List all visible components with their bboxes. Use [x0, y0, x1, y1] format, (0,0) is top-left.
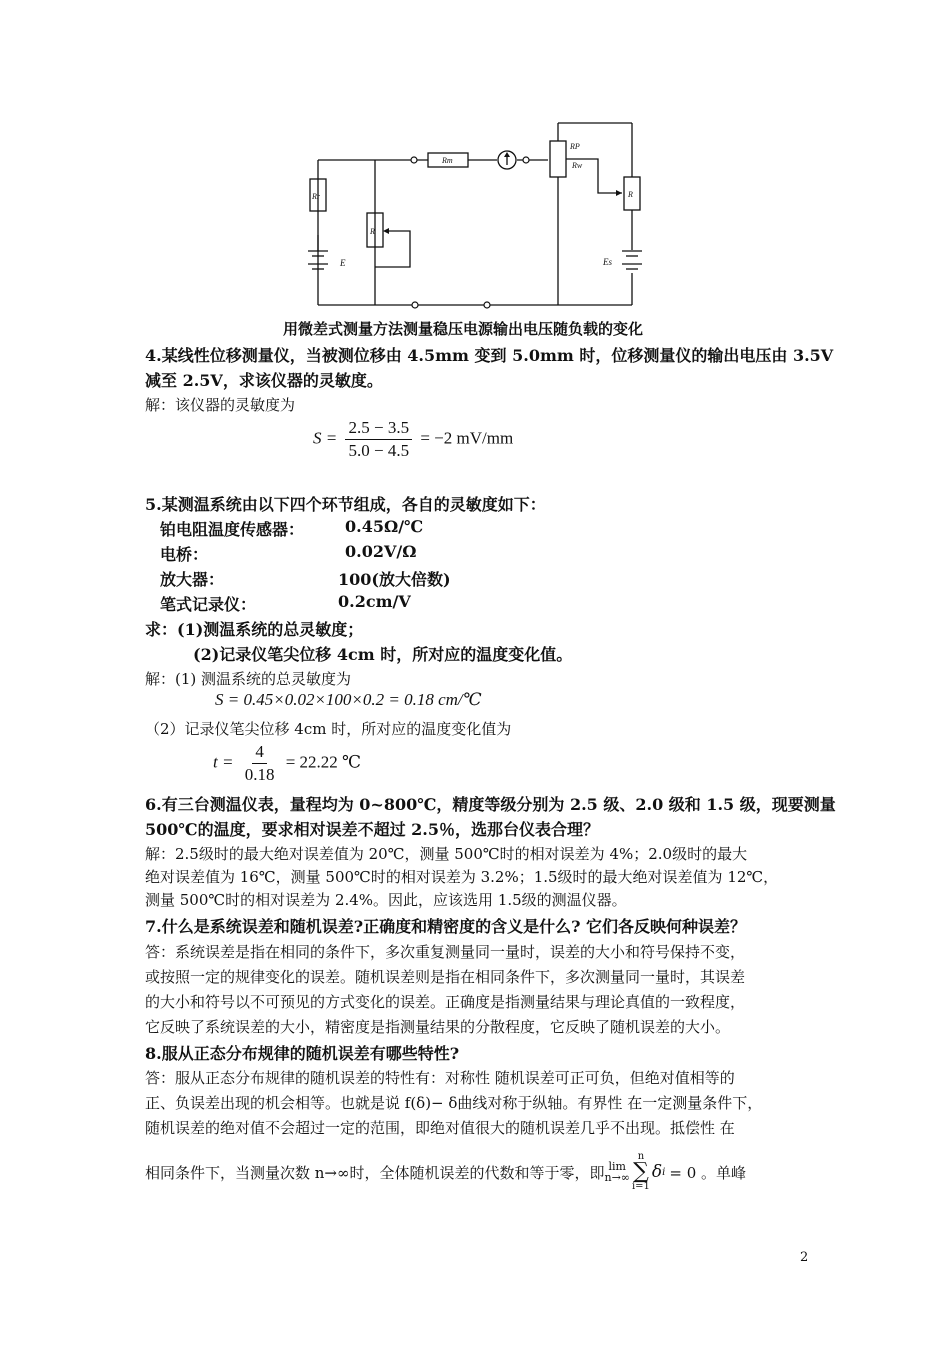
label-r2: R — [628, 190, 633, 199]
q7-answer-line: 答：系统误差是指在相同的条件下，多次重复测量同一量时，误差的大小和符号保持不变， — [145, 943, 746, 961]
sigma-icon: ∑ — [633, 1159, 649, 1184]
q5-frac-num: 4 — [252, 742, 267, 764]
q5-t-lhs: t = — [213, 752, 234, 772]
label-r1: R — [370, 227, 375, 236]
q4-frac-num: 2.5 − 3.5 — [345, 418, 412, 440]
q4-frac-den: 5.0 − 4.5 — [348, 441, 410, 460]
q5-answer-1: 解：(1) 测温系统的总灵敏度为 — [145, 670, 352, 688]
circuit-diagram — [300, 115, 650, 310]
q8-last-suffix: = 0 。单峰 — [669, 1163, 747, 1182]
q5-item-value: 0.2cm/V — [338, 592, 411, 611]
q4-title-line2: 减至 2.5V，求该仪器的灵敏度。 — [145, 371, 383, 390]
q4-title-line1: 4.某线性位移测量仪，当被测位移由 4.5mm 变到 5.0mm 时，位移测量仪的输出电压由 3.5V — [145, 346, 834, 365]
q8-answer-last-line — [145, 1152, 746, 1192]
q7-answer-line: 或按照一定的规律变化的误差。随机误差则是指在相同条件下，多次测量同一量时，其误差 — [145, 968, 746, 986]
label-rw: Rw — [572, 161, 583, 170]
q7-answer-line: 它反映了系统误差的大小，精密度是指测量结果的分散程度，它反映了随机误差的大小。 — [145, 1018, 731, 1036]
sum-notation — [632, 1152, 650, 1192]
q8-answer-line: 正、负误差出现的机会相等。也就是说 f(δ)− δ曲线对称于纵轴。有界性 在一定测量条件下， — [145, 1094, 763, 1112]
q5-t-rhs: = 22.22 ℃ — [285, 752, 362, 772]
q5-ask-2: (2)记录仪笔尖位移 4cm 时，所对应的温度变化值。 — [193, 645, 573, 664]
q6-answer-line3: 测量 500℃时的相对误差为 2.4%。因此，应该选用 1.5级的测温仪器。 — [145, 891, 627, 909]
q5-ask-1: 求：(1)测温系统的总灵敏度； — [145, 620, 364, 639]
circuit-caption: 用微差式测量方法测量稳压电源输出电压随负载的变化 — [283, 320, 644, 338]
q7-answer-line: 的大小和符号以不可预见的方式变化的误差。正确度是指测量结果与理论真值的一致程度， — [145, 993, 746, 1011]
q5-item-value: 0.45Ω/℃ — [345, 517, 424, 536]
sum-top: n — [637, 1151, 645, 1162]
label-e: E — [340, 258, 346, 268]
limit-notation — [605, 1161, 630, 1183]
page-number: 2 — [800, 1250, 809, 1265]
lim-bottom: n→∞ — [604, 1171, 630, 1184]
q6-title-line2: 500℃的温度，要求相对误差不超过 2.5％，选那台仪表合理？ — [145, 820, 599, 839]
label-rp: RP — [570, 142, 580, 151]
q8-last-text: 相同条件下，当测量次数 n→∞时，全体随机误差的代数和等于零，即 — [145, 1163, 605, 1182]
q5-item-name: 铂电阻温度传感器： — [160, 520, 305, 539]
q5-frac-den: 0.18 — [244, 765, 275, 784]
q4-fraction — [345, 418, 412, 461]
q5-item-value: 0.02V/Ω — [345, 542, 417, 561]
q5-formula-1: S = 0.45×0.02×100×0.2 = 0.18 cm/℃ — [215, 690, 482, 709]
label-es: Es — [603, 257, 612, 267]
q6-answer-line2: 绝对误差值为 16℃，测量 500℃时的相对误差为 3.2%；1.5级时的最大绝对误差值为 12℃， — [145, 868, 779, 886]
q7-title: 7.什么是系统误差和随机误差?正确度和精密度的含义是什么? 它们各反映何种误差？ — [145, 917, 747, 936]
label-rm: Rm — [442, 156, 453, 165]
q8-title: 8.服从正态分布规律的随机误差有哪些特性? — [145, 1044, 460, 1063]
q8-answer-line: 答：服从正态分布规律的随机误差的特性有：对称性 随机误差可正可负，但绝对值相等的 — [145, 1069, 735, 1087]
q5-fraction — [242, 742, 278, 785]
q5-title: 5.某测温系统由以下四个环节组成，各自的灵敏度如下： — [145, 495, 546, 514]
q5-item-name: 放大器： — [160, 570, 225, 589]
q5-answer-2: （2）记录仪笔尖位移 4cm 时，所对应的温度变化值为 — [145, 720, 512, 738]
q4-answer: 解：该仪器的灵敏度为 — [145, 396, 296, 414]
q4-s-rhs: = −2 mV/mm — [420, 428, 514, 448]
q8-answer-line: 随机误差的绝对值不会超过一定的范围，即绝对值很大的随机误差几乎不出现。抵偿性 在 — [145, 1119, 735, 1137]
q5-formula-2 — [213, 742, 361, 785]
q6-title-line1: 6.有三台测温仪表，量程均为 0~800℃，精度等级分别为 2.5 级、2.0 级和 1.5 级，现要测量 — [145, 795, 836, 814]
q4-s-lhs: S = — [313, 428, 338, 448]
label-rr: Rr — [312, 192, 320, 201]
delta-subscript: i — [662, 1166, 666, 1178]
q5-item-name: 电桥： — [160, 545, 209, 564]
delta-symbol: δ — [651, 1162, 663, 1182]
q5-item-value: 100(放大倍数) — [338, 570, 451, 589]
sum-bottom: i=1 — [631, 1181, 650, 1192]
lim-top: lim — [608, 1160, 626, 1173]
q4-formula — [313, 418, 513, 461]
q6-answer-line1: 解：2.5级时的最大绝对误差值为 20℃，测量 500℃时的相对误差为 4%；2.0级时的最大 — [145, 845, 748, 863]
q5-item-name: 笔式记录仪： — [160, 595, 257, 614]
